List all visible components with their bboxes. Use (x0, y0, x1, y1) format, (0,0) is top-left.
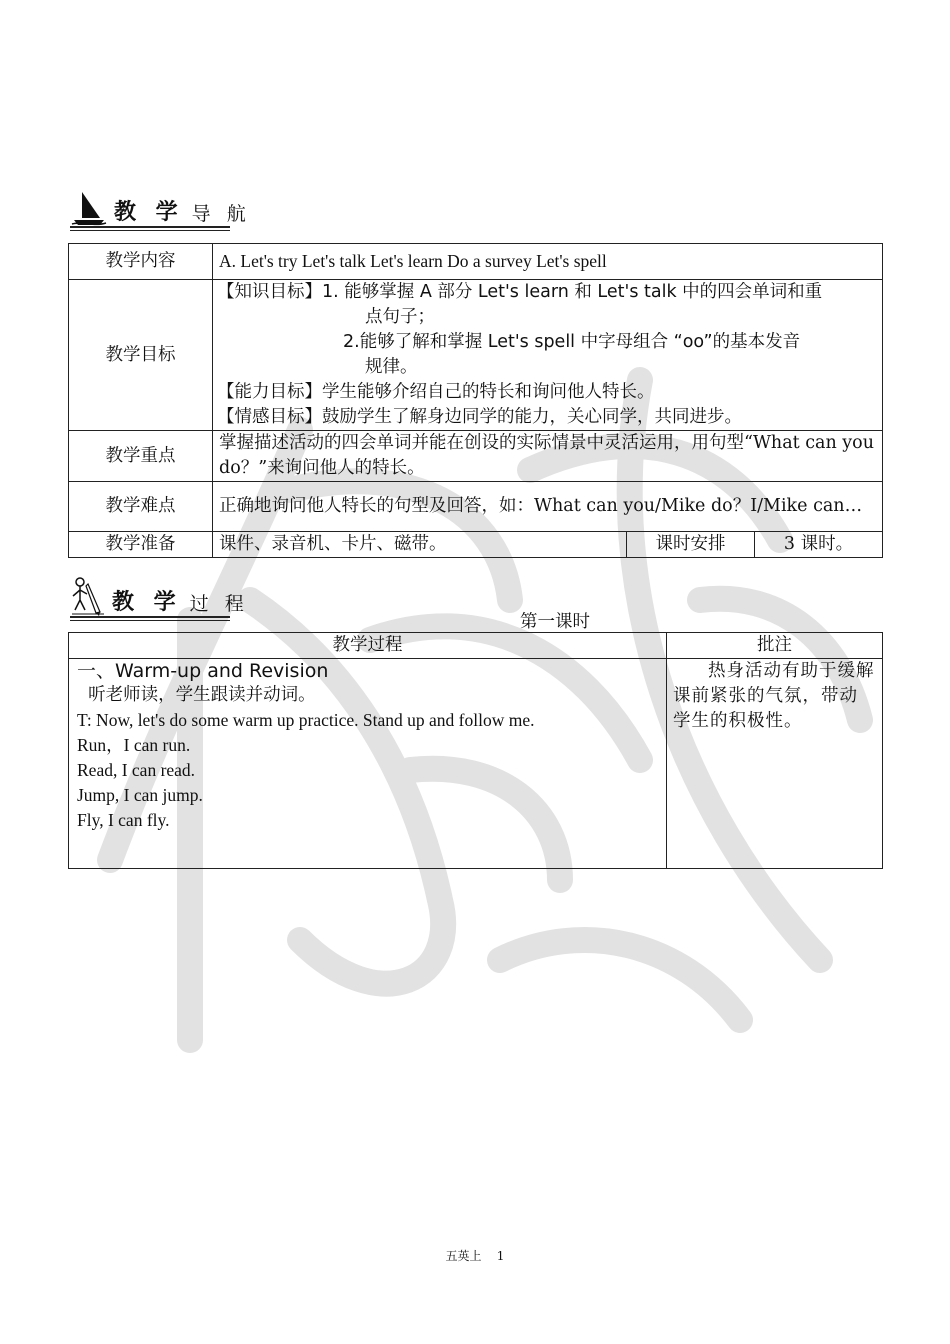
key-value: 掌握描述活动的四会单词并能在创设的实际情景中灵活运用，用句型“What can you do？”来询问他人的特长。 (213, 431, 883, 482)
process-line: Read, I can read. (77, 760, 196, 780)
goal-line: 规律。 (365, 357, 418, 377)
process-col-header: 教学过程 (69, 633, 667, 659)
prep-label: 教学准备 (69, 532, 213, 558)
teaching-nav-table (68, 243, 883, 558)
section-nav-title-bold: 教 学 (114, 200, 184, 225)
content-label: 教学内容 (69, 244, 213, 280)
section-nav-heading (70, 188, 251, 226)
section-nav-title-light: 导 航 (191, 203, 251, 225)
difficult-value: 正确地询问他人特长的句型及回答，如：What can you/Mike do？I/Mike can… (213, 482, 883, 532)
sailboat-icon (70, 190, 108, 226)
page-footer: 五英上 1 (445, 1249, 505, 1263)
process-line: T: Now, let's do some warm up practice. Stand up and follow me. (77, 710, 535, 730)
section-process-heading (70, 576, 249, 616)
schedule-value: 3 课时。 (755, 532, 883, 558)
pencil-figure-icon (70, 576, 106, 616)
section-process-rule (70, 616, 230, 618)
process-line: Run，I can run. (77, 735, 191, 755)
goal-line: 【情感目标】鼓励学生了解身边同学的能力，关心同学，共同进步。 (217, 407, 742, 427)
section-process-title-light: 过 程 (189, 593, 249, 615)
goal-line: 点句子； (365, 307, 435, 327)
goals-value (213, 280, 883, 431)
process-table (68, 632, 883, 869)
process-header-row (69, 633, 883, 659)
process-line: Fly, I can fly. (77, 810, 170, 830)
key-label: 教学重点 (69, 431, 213, 482)
lesson-title: 第一课时 (520, 612, 590, 632)
process-line: Jump, I can jump. (77, 785, 203, 805)
note-text: 热身活动有助于缓解课前紧张的气氛，带动学生的积极性。 (673, 661, 875, 731)
content-row (69, 244, 883, 280)
process-body (69, 659, 667, 869)
section-process-rule-thin (70, 620, 230, 621)
section-nav-rule-thin (70, 230, 230, 231)
goals-row (69, 280, 883, 431)
goal-line: 2.能够了解和掌握 Let's spell 中字母组合 “oo”的基本发音 (343, 332, 801, 352)
prep-row (69, 532, 883, 558)
section-process-title-bold: 教 学 (112, 590, 182, 615)
warmup-heading: 一、Warm-up and Revision (77, 660, 329, 682)
goal-line: 【知识目标】1. 能够掌握 A 部分 Let's learn 和 Let's talk 中的四会单词和重 (217, 282, 823, 302)
prep-value: 课件、录音机、卡片、磁带。 (213, 532, 627, 558)
process-body-row (69, 659, 883, 869)
difficult-row (69, 482, 883, 532)
process-line: 听老师读，学生跟读并动词。 (77, 685, 316, 705)
content-value: A. Let's try Let's talk Let's learn Do a survey Let's spell (213, 244, 883, 280)
schedule-label: 课时安排 (627, 532, 755, 558)
section-nav-rule (70, 226, 230, 228)
difficult-label: 教学难点 (69, 482, 213, 532)
goals-label: 教学目标 (69, 280, 213, 431)
note-col-header: 批注 (667, 633, 883, 659)
process-note (667, 659, 883, 869)
goal-line: 【能力目标】学生能够介绍自己的特长和询问他人特长。 (217, 382, 655, 402)
key-row (69, 431, 883, 482)
